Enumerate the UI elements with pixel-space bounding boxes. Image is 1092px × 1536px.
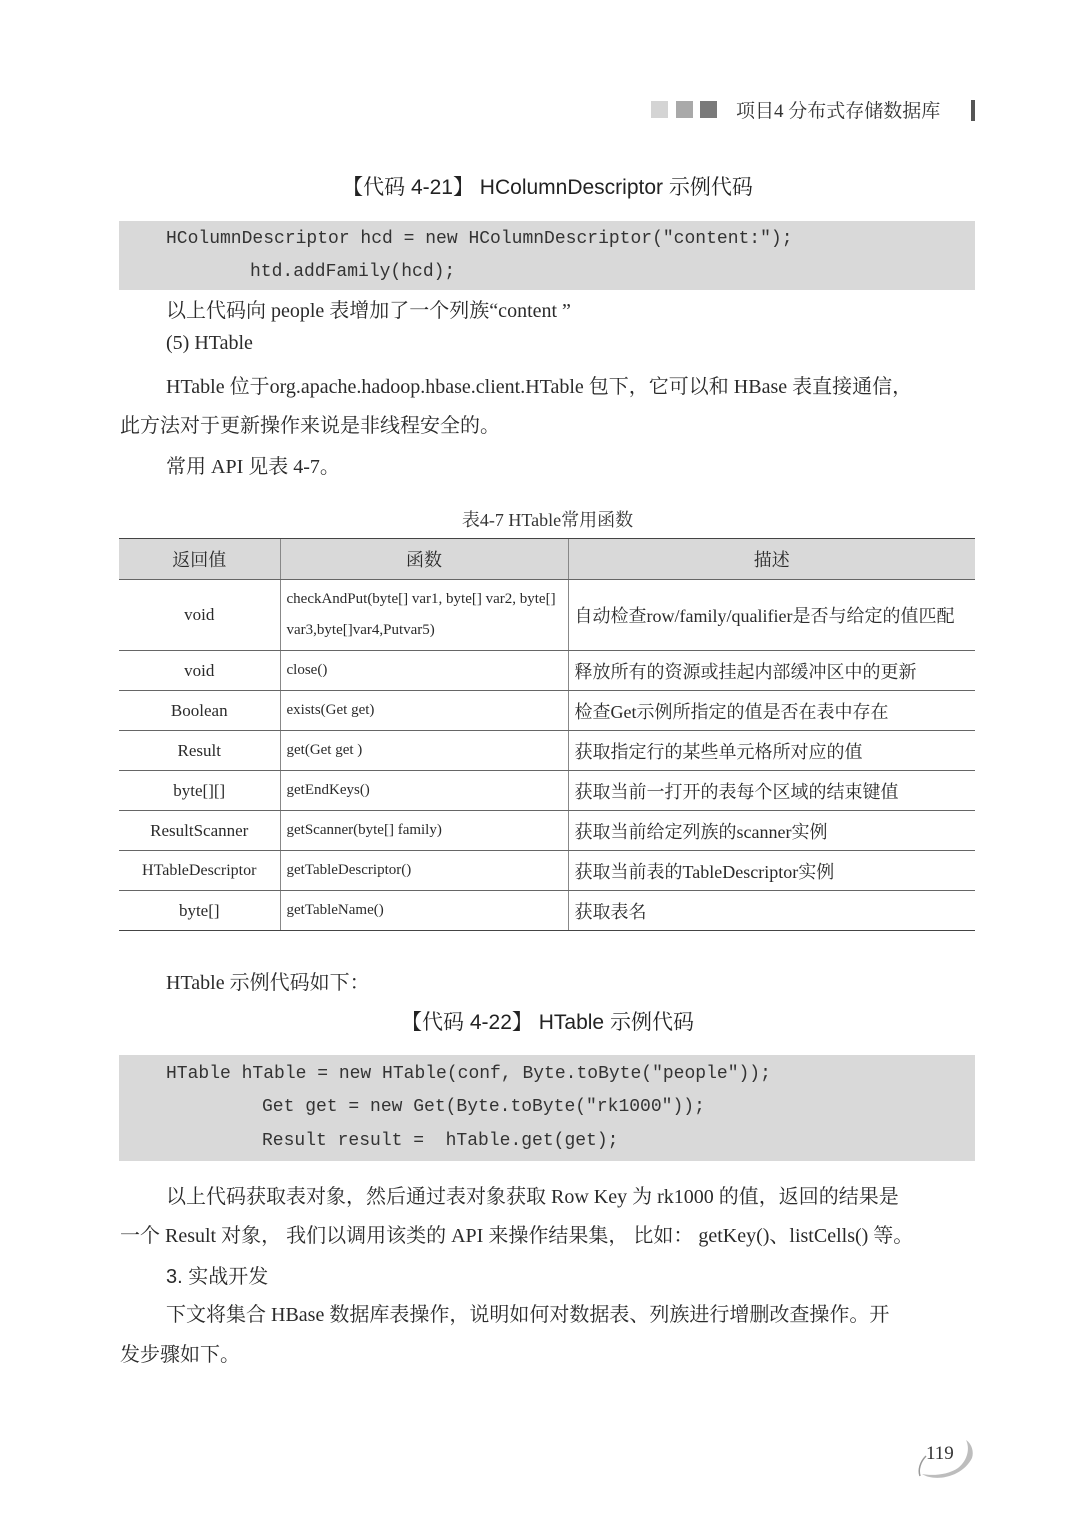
table-header-row	[119, 539, 975, 580]
cell-function-line-2: var3,byte[]var4,Putvar5)	[286, 622, 435, 638]
table-row	[119, 731, 975, 771]
code-421-line-1: HColumnDescriptor hcd = new HColumnDescriptor("content:");	[166, 229, 793, 249]
table-row	[119, 851, 975, 891]
header-description: 描述	[568, 539, 975, 580]
api-table-reference: 常用 API 见表 4-7。	[166, 456, 340, 478]
htable-example-intro: HTable 示例代码如下：	[166, 972, 370, 994]
cell-function: getScanner(byte[] family)	[280, 811, 568, 851]
cell-return: byte[]	[119, 891, 280, 931]
cell-return: HTableDescriptor	[119, 851, 280, 891]
code-block-422	[119, 1055, 975, 1161]
cell-description: 获取表名	[568, 891, 975, 931]
cell-description: 获取当前给定列族的scanner实例	[568, 811, 975, 851]
cell-return: Boolean	[119, 691, 280, 731]
cell-description: 获取指定行的某些单元格所对应的值	[568, 731, 975, 771]
header-function: 函数	[280, 539, 568, 580]
cell-return: void	[119, 580, 280, 651]
final-para-line-2: 发步骤如下。	[120, 1344, 240, 1366]
header-title: 项目4 分布式存储数据库	[736, 101, 941, 122]
cell-function: getTableDescriptor()	[280, 851, 568, 891]
cell-return: byte[][]	[119, 771, 280, 811]
code-421-line-2: htd.addFamily(hcd);	[250, 262, 456, 282]
table-row	[119, 651, 975, 691]
code-422-line-1: HTable hTable = new HTable(conf, Byte.toByte("people"));	[166, 1064, 771, 1084]
code-422-caption: 【代码 4-22】 HTable 示例代码	[401, 1011, 694, 1034]
cell-return: ResultScanner	[119, 811, 280, 851]
cell-function: exists(Get get)	[280, 691, 568, 731]
para-after-code-422-line-1: 以上代码获取表对象，然后通过表对象获取 Row Key 为 rk1000 的值，返回的结果是	[166, 1186, 899, 1208]
table-row	[119, 580, 975, 651]
cell-description: 检查Get示例所指定的值是否在表中存在	[568, 691, 975, 731]
cell-description: 获取当前一打开的表每个区域的结束键值	[568, 771, 975, 811]
header-return-value: 返回值	[119, 539, 280, 580]
code-block-421	[119, 221, 975, 290]
final-para-line-1: 下文将集合 HBase 数据库表操作，说明如何对数据表、列族进行增删改查操作。开	[166, 1304, 890, 1326]
header-square-dark	[700, 101, 717, 118]
code-421-caption: 【代码 4-21】 HColumnDescriptor 示例代码	[342, 176, 753, 199]
htable-api-table	[119, 538, 975, 931]
page-number: 119	[926, 1443, 954, 1464]
cell-description: 自动检查row/family/qualifier是否与给定的值匹配	[568, 580, 975, 651]
table-row	[119, 891, 975, 931]
para-after-code-422-line-2: 一个 Result 对象， 我们以调用该类的 API 来操作结果集， 比如： getKey()、listCells() 等。	[120, 1225, 914, 1247]
cell-function: getEndKeys()	[280, 771, 568, 811]
htable-desc-line-1: HTable 位于org.apache.hadoop.hbase.client.HTable 包下，它可以和 HBase 表直接通信，	[166, 376, 913, 398]
htable-desc-line-2: 此方法对于更新操作来说是非线程安全的。	[120, 415, 500, 437]
code-422-line-2: Get get = new Get(Byte.toByte("rk1000"));	[262, 1097, 705, 1117]
cell-description: 获取当前表的TableDescriptor实例	[568, 851, 975, 891]
table-row	[119, 691, 975, 731]
section-3-heading: 3. 实战开发	[166, 1266, 269, 1288]
cell-function-line-1: checkAndPut(byte[] var1, byte[] var2, byte[]	[286, 591, 556, 607]
cell-function: close()	[280, 651, 568, 691]
cell-function	[280, 580, 568, 651]
table-title: 表4-7 HTable常用函数	[461, 510, 634, 530]
cell-function: getTableName()	[280, 891, 568, 931]
cell-return: void	[119, 651, 280, 691]
header-square-mid	[676, 101, 693, 118]
cell-return: Result	[119, 731, 280, 771]
cell-function: get(Get get )	[280, 731, 568, 771]
table-row	[119, 771, 975, 811]
table-row	[119, 811, 975, 851]
section-5-heading: (5) HTable	[166, 332, 253, 354]
para-after-code-421: 以上代码向 people 表增加了一个列族“content ”	[166, 300, 571, 322]
header-square-light	[651, 101, 668, 118]
code-422-line-3: Result result = hTable.get(get);	[262, 1131, 619, 1151]
header-bar	[971, 100, 975, 121]
cell-description: 释放所有的资源或挂起内部缓冲区中的更新	[568, 651, 975, 691]
